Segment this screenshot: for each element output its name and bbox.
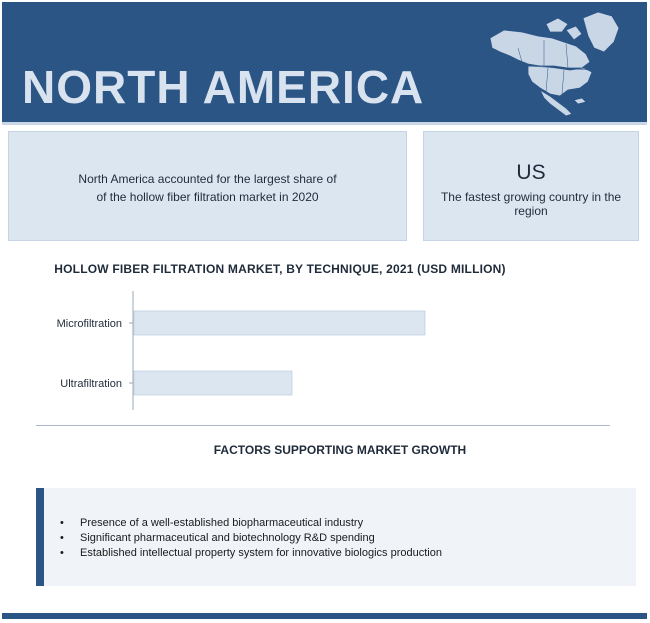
- bar-microfiltration: [134, 311, 425, 335]
- bar-ultrafiltration: [134, 371, 292, 395]
- chart-title: HOLLOW FIBER FILTRATION MARKET, BY TECHNIQUE, 2021 (USD MILLION): [54, 262, 506, 276]
- factor-text: Presence of a well-established biopharmaceutical industry: [80, 517, 364, 529]
- header-banner: [2, 2, 647, 122]
- factor-text: Established intellectual property system for innovative biologics production: [80, 547, 442, 559]
- factors-panel: [36, 488, 636, 586]
- banner-divider: [2, 122, 647, 125]
- bullet-icon: •: [60, 532, 64, 544]
- footer-bar: [2, 613, 647, 619]
- market-share-line-2: of the hollow fiber filtration market in 2020: [96, 190, 319, 204]
- bullet-icon: •: [60, 517, 64, 529]
- technique-bar-chart: [0, 285, 650, 410]
- category-label: Ultrafiltration: [60, 378, 122, 390]
- bullet-icon: •: [60, 547, 64, 559]
- factors-accent-bar: [36, 488, 44, 586]
- fastest-growing-country: US: [516, 161, 546, 184]
- market-share-text: [9, 170, 406, 206]
- factor-text: Significant pharmaceutical and biotechnology R&D spending: [80, 532, 375, 544]
- north-america-map-icon: [488, 8, 623, 118]
- fastest-growing-panel: [423, 131, 639, 241]
- factor-item: [60, 531, 442, 546]
- page-title: NORTH AMERICA: [22, 61, 425, 113]
- category-label: Microfiltration: [56, 318, 122, 330]
- fastest-growing-caption: The fastest growing country in the region: [440, 190, 622, 218]
- section-divider: [36, 425, 610, 426]
- market-share-panel: [8, 131, 407, 241]
- factors-title: FACTORS SUPPORTING MARKET GROWTH: [213, 443, 467, 457]
- factor-item: [60, 516, 442, 531]
- market-share-line-1: North America accounted for the largest share of: [78, 172, 337, 186]
- factor-item: [60, 546, 442, 561]
- factors-list: [60, 516, 442, 561]
